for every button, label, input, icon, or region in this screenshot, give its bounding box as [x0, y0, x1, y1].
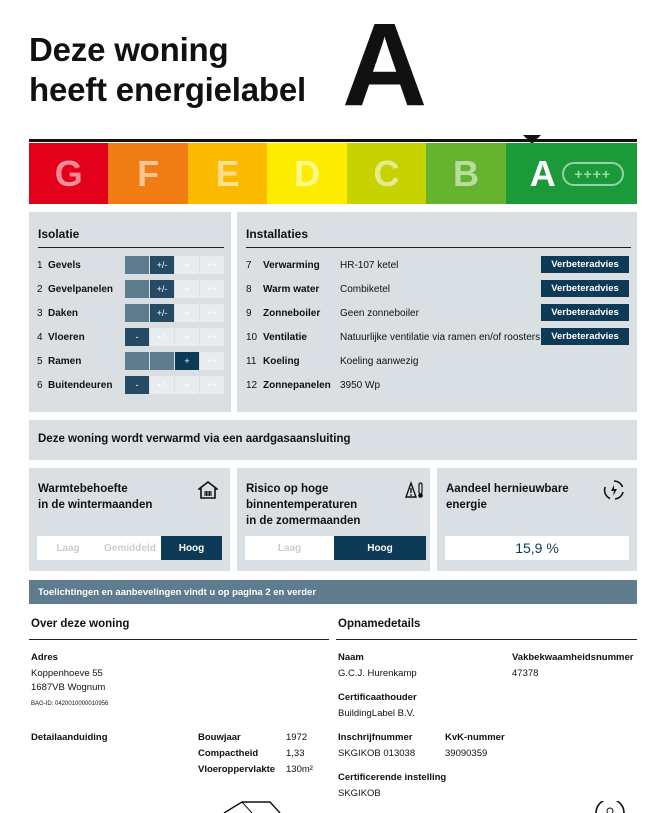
headline-line2: heeft energielabel: [29, 71, 306, 108]
isolatie-row: [37, 376, 125, 394]
isolatie-row-label: Gevels: [48, 259, 81, 271]
installatie-row-label: Zonneboiler: [263, 307, 321, 319]
aandeel-panel: [437, 468, 637, 571]
thermometer-warning-icon: [405, 481, 425, 499]
risico-selector: [245, 536, 426, 560]
scale-letter-e: E: [215, 152, 240, 194]
risico-title-1: Risico op hoge: [246, 483, 329, 495]
isolatie-row-label: Buitendeuren: [48, 379, 113, 391]
warmte-title-1: Warmtebehoefte: [38, 483, 128, 495]
instelling-label: Certificerende instelling: [338, 772, 447, 783]
inschrijf-label: Inschrijfnummer: [338, 732, 413, 743]
isolatie-row-label: Ramen: [48, 355, 82, 367]
isolatie-row-num: 5: [37, 355, 43, 367]
installatie-row-label: Ventilatie: [263, 331, 307, 343]
naam-label: Naam: [338, 652, 364, 663]
installatie-row-label: Verwarming: [263, 259, 320, 271]
scale-letter-c: C: [373, 152, 400, 194]
installatie-row-num: 7: [246, 259, 252, 271]
risico-option-hoog: Hoog: [334, 536, 426, 560]
warmte-selector: [37, 536, 222, 560]
isolatie-rating-cell: ++: [200, 376, 224, 394]
headline: [29, 30, 306, 110]
isolatie-rating-cell: ++: [200, 304, 224, 322]
installatie-row: [246, 352, 542, 370]
verbeteradvies-button[interactable]: Verbeteradvies: [541, 280, 629, 297]
isolatie-row: [37, 352, 125, 370]
isolatie-row-num: 6: [37, 379, 43, 391]
installaties-rule: [246, 247, 631, 248]
kvk-value: 39090359: [445, 748, 488, 759]
scale-segment-g: [29, 143, 108, 204]
warmte-option-hoog: Hoog: [161, 536, 222, 560]
isolatie-rating-cell: -: [125, 328, 149, 346]
isolatie-row-label: Gevelpanelen: [48, 283, 114, 295]
risico-option-laag: Laag: [245, 536, 334, 560]
energy-scale: [29, 143, 637, 204]
kvk-label: KvK-nummer: [445, 732, 505, 743]
installatie-row-num: 9: [246, 307, 252, 319]
risico-title-2: binnentemperaturen: [246, 499, 358, 511]
installatie-row-value: Combiketel: [340, 283, 391, 295]
opname-rule: [336, 639, 637, 640]
adres-line1: Koppenhoeve 55: [31, 668, 103, 679]
isolatie-rating-cell: [125, 280, 149, 298]
risico-title-3: in de zomermaanden: [246, 515, 361, 527]
isolatie-rating-cell: +: [175, 328, 199, 346]
instelling-value: SKGIKOB: [338, 788, 381, 799]
isolatie-row: [37, 304, 125, 322]
detail-label: Detailaanduiding: [31, 732, 108, 743]
isolatie-rating-cell: +/-: [150, 304, 174, 322]
house-outline-icon: [222, 800, 282, 813]
isolatie-rating-scale: [125, 328, 225, 346]
aandeel-title-2: energie: [446, 499, 487, 511]
vakbekwaam-label: Vakbekwaamheidsnummer: [512, 652, 634, 663]
scale-letter-d: D: [294, 152, 321, 194]
opname-title: Opnamedetails: [338, 618, 421, 630]
toelichting-text: Toelichtingen en aanbevelingen vindt u op pagina 2 en verder: [38, 586, 317, 598]
installatie-row-num: 8: [246, 283, 252, 295]
isolatie-title: Isolatie: [38, 227, 80, 241]
scale-segment-f: [108, 143, 187, 204]
isolatie-rating-cell: +: [175, 352, 199, 370]
installatie-row-value: Koeling aanwezig: [340, 355, 419, 367]
vloeroppervlakte-label: Vloeroppervlakte: [198, 764, 276, 775]
isolatie-row: [37, 328, 125, 346]
isolatie-rating-cell: [125, 256, 149, 274]
isolatie-rating-scale: [125, 280, 225, 298]
renewable-energy-icon: [602, 478, 626, 502]
verbeteradvies-button[interactable]: Verbeteradvies: [541, 328, 629, 345]
installatie-row-value: 3950 Wp: [340, 379, 381, 391]
isolatie-rating-cell: ++: [200, 352, 224, 370]
scale-segment-e: [188, 143, 267, 204]
compactheid-value: 1,33: [286, 748, 305, 759]
aandeel-title-1: Aandeel hernieuwbare: [446, 483, 569, 495]
scale-letter-f: F: [137, 152, 160, 194]
adres-label: Adres: [31, 652, 58, 663]
energy-label-letter: A: [342, 0, 428, 131]
scale-top-rule: [29, 139, 637, 142]
isolatie-row: [37, 256, 125, 274]
installatie-row-num: 10: [246, 331, 258, 343]
isolatie-row-label: Vloeren: [48, 331, 85, 343]
scale-segment-a: [506, 143, 637, 204]
scale-letter-b: B: [452, 152, 479, 194]
isolatie-row-num: 3: [37, 307, 43, 319]
isolatie-rating-cell: -: [125, 376, 149, 394]
isolatie-rating-cell: +/-: [150, 280, 174, 298]
installatie-row: [246, 256, 542, 274]
installatie-row-value: Geen zonneboiler: [340, 307, 419, 319]
bag-id: BAG-ID: 0420010000010956: [31, 701, 109, 707]
compactheid-label: Compactheid: [198, 748, 259, 759]
heating-text: Deze woning wordt verwarmd via een aardgasaansluiting: [38, 433, 351, 445]
scale-segment-c: [347, 143, 426, 204]
isolatie-row-num: 4: [37, 331, 43, 343]
isolatie-rating-cell: +: [175, 304, 199, 322]
seal-logo-icon: [590, 801, 630, 813]
isolatie-rating-cell: +: [175, 376, 199, 394]
isolatie-row-num: 1: [37, 259, 43, 271]
isolatie-rating-cell: +/-: [150, 376, 174, 394]
woning-rule: [29, 639, 329, 640]
isolatie-rating-scale: [125, 304, 225, 322]
installatie-row-value: HR-107 ketel: [340, 259, 399, 271]
heating-panel: [29, 420, 637, 460]
isolatie-row-num: 2: [37, 283, 43, 295]
isolatie-rating-cell: ++: [200, 280, 224, 298]
isolatie-rating-cell: +: [175, 280, 199, 298]
isolatie-rule: [38, 247, 224, 248]
isolatie-row: [37, 280, 125, 298]
isolatie-rating-cell: [125, 304, 149, 322]
house-heat-icon: [198, 481, 218, 499]
installatie-row: [246, 376, 542, 394]
installatie-row: [246, 280, 542, 298]
installatie-row-num: 11: [246, 355, 257, 367]
vakbekwaam-value: 47378: [512, 668, 539, 679]
adres-line2: 1687VB Wognum: [31, 682, 106, 693]
naam-value: G.C.J. Hurenkamp: [338, 668, 417, 679]
warmte-option-laag: Laag: [37, 536, 99, 560]
installatie-row-label: Koeling: [263, 355, 300, 367]
warmte-title-2: in de wintermaanden: [38, 499, 153, 511]
scale-plus-indicator: ++++: [562, 162, 624, 186]
scale-letter-g: G: [54, 152, 83, 194]
isolatie-rating-cell: ++: [200, 256, 224, 274]
bouwjaar-label: Bouwjaar: [198, 732, 241, 743]
isolatie-rating-cell: +: [175, 256, 199, 274]
isolatie-rating-cell: ++: [200, 328, 224, 346]
isolatie-rating-cell: [150, 352, 174, 370]
cert-label: Certificaathouder: [338, 692, 417, 703]
isolatie-rating-cell: +/-: [150, 328, 174, 346]
installaties-title: Installaties: [246, 227, 309, 241]
warmte-option-gemiddeld: Gemiddeld: [99, 536, 161, 560]
installatie-row-label: Warm water: [263, 283, 320, 295]
isolatie-rating-cell: +/-: [150, 256, 174, 274]
cert-value: BuildingLabel B.V.: [338, 708, 415, 719]
isolatie-row-label: Daken: [48, 307, 79, 319]
headline-line1: Deze woning: [29, 31, 229, 68]
aandeel-value: 15,9 %: [515, 540, 559, 556]
installatie-row: [246, 304, 542, 322]
toelichting-banner: [29, 580, 637, 604]
aandeel-value-box: [445, 536, 629, 560]
verbeteradvies-button[interactable]: Verbeteradvies: [541, 304, 629, 321]
verbeteradvies-button[interactable]: Verbeteradvies: [541, 256, 629, 273]
isolatie-rating-scale: [125, 256, 225, 274]
isolatie-rating-scale: [125, 352, 225, 370]
scale-letter-a: A: [529, 152, 556, 194]
vloeroppervlakte-value: 130m²: [286, 764, 313, 775]
bouwjaar-value: 1972: [286, 732, 308, 743]
installatie-row-num: 12: [246, 379, 258, 391]
installatie-row-label: Zonnepanelen: [263, 379, 331, 391]
inschrijf-value: SKGIKOB 013038: [338, 748, 416, 759]
installatie-row: [246, 328, 542, 346]
installatie-row-value: Natuurlijke ventilatie via ramen en/of roosters: [340, 331, 541, 343]
isolatie-rating-scale: [125, 376, 225, 394]
isolatie-rating-cell: [125, 352, 149, 370]
scale-segment-d: [267, 143, 346, 204]
scale-segment-b: [426, 143, 505, 204]
woning-title: Over deze woning: [31, 618, 130, 630]
